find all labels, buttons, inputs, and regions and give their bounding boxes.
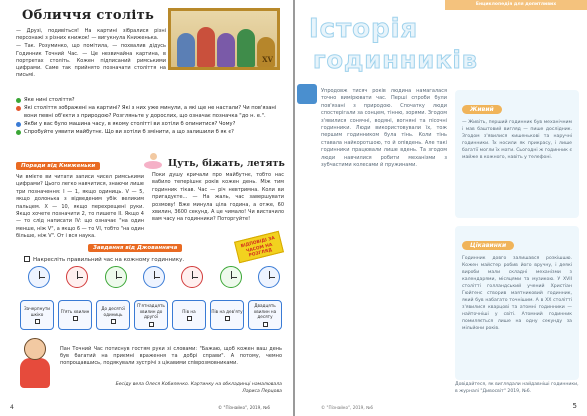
intro-paragraph: — Друзі, подивіться! На картині зібралися різні персонажі з різних книжок! — вигукнула Книженька. (16, 28, 166, 42)
intro-text (16, 28, 166, 80)
page-title: Історія (309, 14, 419, 44)
character-illustration (14, 336, 56, 394)
closing-text: Пан Точний Час потиснув гостям руки зі словами: "Бажаю, щоб кожен ваш день був багатий на приємні враження та добрі справи". А потому, чемно попрощавшись, подякували зустрічі з цікавими співрозмовниками. (60, 346, 282, 367)
question-item: Якби у вас було машина часу, в якому столітті ви хотіли б опинитися? Чому? (16, 120, 284, 128)
bullet-icon (16, 106, 21, 111)
time-option[interactable]: Пів на (172, 300, 206, 330)
question-list (16, 96, 284, 136)
reference-note: Довідайтеся, як виглядали найдавніші годинники, в журналі "Дивосвіт" 2019, №6. (455, 382, 579, 394)
left-page (0, 0, 293, 416)
checkbox-icon (73, 316, 78, 321)
clock-icon[interactable] (28, 266, 50, 288)
intro-paragraph: — Так. Розуминко, що помітила, — похвалив дідусь Годинник Точний Час. — Це незвичайна картина, в портретах століть. Кожен підписаний римськими цифрами. Саме так прийнято позначати століття на письмі. (16, 43, 166, 79)
checkbox-icon (111, 319, 116, 324)
portrait-figure (217, 33, 235, 67)
century-tag: XV (262, 55, 273, 64)
clock-icon[interactable] (66, 266, 88, 288)
sidebar-live (455, 90, 579, 218)
page-footer: © "Пізнайко", 2019, №6 (321, 405, 374, 410)
time-option[interactable]: П'ятнадцять хвилин до другої (134, 300, 168, 330)
box-label: Поради від Книженьки (16, 162, 100, 170)
time-option[interactable]: До десятої одиниць (96, 300, 130, 330)
box-text: Чи вмієте ви читати записи чисел римськими цифрами? Цього легко навчитися, знаючи лише три позначення: I — 1, якщо одиниць. V — 5, якщо долонька з відведеним убік великим пальцем. X — 10, якщо перехрещені руки. Якщо хочете позначити 2, то пишете II. Якщо 4 — то слід написати IV: що означає "на один менше, ніж V", а якщо 6 — то VI, тобто "на один більше, ніж V". От і вся наука. (16, 174, 144, 240)
section-banner: Енциклопедія для допитливих (445, 0, 587, 10)
section-title: Цуть, біжать, летять (168, 158, 285, 169)
clock-row (28, 266, 280, 288)
task-instruction: Накресліть правильний час на кожному годиннику. (24, 256, 254, 263)
checkbox-icon (149, 322, 154, 327)
time-option[interactable]: Зачерпнути шкіко (20, 300, 54, 330)
sundial-icon (297, 84, 317, 104)
time-options (20, 300, 282, 330)
clock-icon[interactable] (181, 266, 203, 288)
clock-icon[interactable] (220, 266, 242, 288)
portrait-figure (237, 29, 255, 67)
roman-numerals-box (16, 152, 144, 241)
page-footer: © "Пізнайко", 2019, №6 (218, 405, 271, 410)
answers-sticker: ВІДПОВІДІ ЗА ЧАСОМ НА РОЗГЛЯД (234, 231, 284, 263)
checkbox-icon (24, 256, 30, 262)
page-title: Обличчя століть (22, 8, 155, 23)
bullet-icon (16, 130, 21, 135)
sidebar-text: Годинник довго залишався розкішшю. Кожен майстер робив його вручну, і деякі вироби мали складні механізми з календарями, місяцями та музикою. У XVII столітті голландський учений Христіан Гюйгенс створив маятниковий годинник, який був набагато точнішим. А в XX столітті з'явилися кварцові та атомні годинники — найточніші у світі. Атомний годинник помиляється лише на одну секунду за мільйони років. (462, 256, 572, 331)
checkbox-icon (263, 322, 268, 327)
sidebar-facts (455, 226, 579, 380)
page-number: 5 (572, 402, 577, 410)
page-title: годинників (313, 46, 478, 74)
time-option[interactable]: Двадцять хвилин на десяту (248, 300, 282, 330)
sidebar-label: Живий (462, 105, 502, 114)
article-text: Упродовж тисяч років людина намагалася точно вимірювати час. Перші спроби були пов'язані з природою. Спочатку люди спостерігали за сонцем, тінню, зорями. Згодом з'явилися сонячні, водяні, вогняні та пісочні годинники. Люди використовували їх, тож першим годинником була тінь. Коли тінь ставала найкоротшою, то й опівдень. Але такі годинники працювали лише вдень. Та згодом люди навчилися робити механізми з зубчастими колесами й пружинами. (321, 88, 447, 169)
portrait-figure (197, 27, 215, 67)
question-item: Яке нині століття? (16, 96, 284, 104)
ballerina-illustration (142, 152, 164, 174)
portrait-figure (177, 33, 195, 67)
bullet-icon (16, 122, 21, 127)
checkbox-icon (187, 316, 192, 321)
portrait-illustration (168, 8, 280, 70)
clock-icon[interactable] (143, 266, 165, 288)
checkbox-icon (225, 316, 230, 321)
checkbox-icon (35, 319, 40, 324)
clock-icon[interactable] (258, 266, 280, 288)
bullet-icon (16, 98, 21, 103)
section-text: Поки душу кричали про майбутнє, тобто нас вабило теперішнє років кожен день. Між тим годинник тікав. Час — річ невтримна. Коли ви пригадуєте... — На жаль, час завершувати розмову! Вже минула ціла година, а отже, 60 хвилин, 3600 секунд. А це чимало! Чи вистачило вам часу на годинники? Поторгуйте! (152, 172, 284, 223)
time-option[interactable]: П'ять хвилин (58, 300, 92, 330)
clock-icon[interactable] (105, 266, 127, 288)
question-item: Які століття зображені на картині? Які з них уже минули, а які ще не настали? Чи пов'язані вони певні об'єкти з природою? Розгляньте у дорослих, що означає позначка "до н. е.". (16, 104, 284, 120)
sidebar-text: — Живіть, перший годинник був механічним і мав баштовий вигляд — пише дослідник. Згодом з'явилися кишенькові та наручні годинники. Їх носили як прикрасу, і лише багатії могли їх мати. Сьогодні ж годинник є майже в кожного, навіть у телефоні. (462, 120, 572, 160)
credits: Бесіду вела Олеся Кобиленко. Картинку на обкладинці намалювала Лариса Перцова (115, 382, 282, 394)
sidebar-label: Цікавинки (462, 241, 514, 250)
right-page (295, 0, 587, 416)
time-option[interactable]: Пів на дев'яту (210, 300, 244, 330)
question-item: Спробуйте уявити майбутнє. Що ви хотіли б змінити, а що залишили б як є? (16, 128, 284, 136)
task-label: Завдання від Джованнича (88, 244, 182, 252)
page-number: 4 (10, 404, 14, 411)
